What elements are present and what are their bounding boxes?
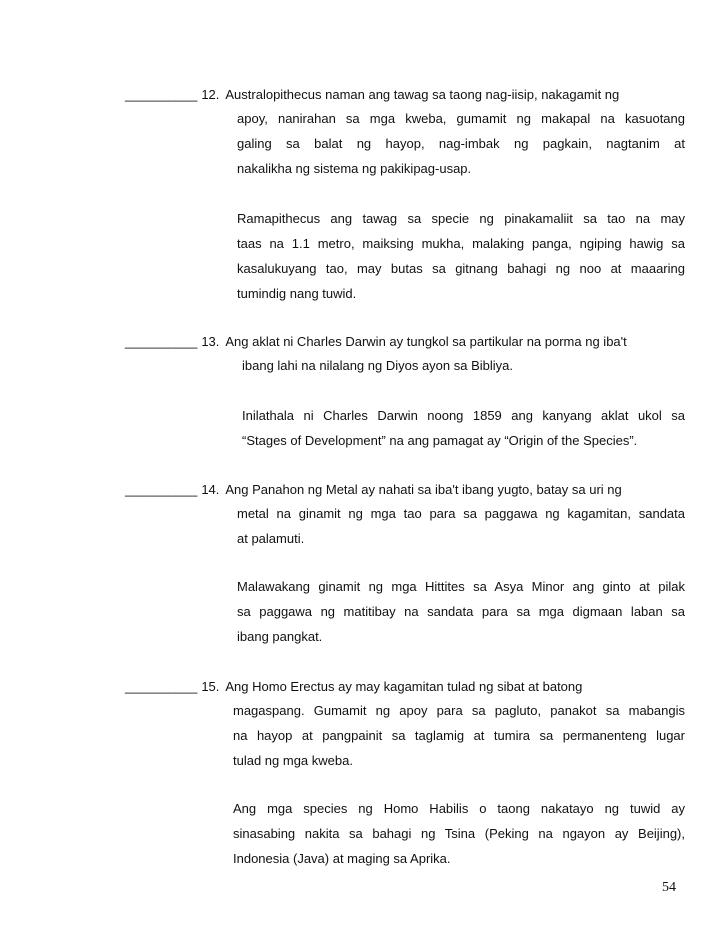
text-line: Inilathala ni Charles Darwin noong 1859 ang kanyang aklat ukol sa xyxy=(242,408,685,423)
text-line: Malawakang ginamit ng mga Hittites sa Asya Minor ang ginto at pilak xyxy=(237,579,685,594)
answer-blank[interactable]: __________ xyxy=(125,87,198,102)
paragraph-2 xyxy=(233,796,685,871)
answer-blank[interactable]: __________ xyxy=(125,482,198,497)
text-line: at palamuti. xyxy=(237,531,305,546)
question-head xyxy=(125,83,685,107)
paragraph-1 xyxy=(242,353,685,378)
paragraph-1 xyxy=(233,698,685,773)
text-line: magaspang. Gumamit ng apoy para sa pagluto, panakot sa mabangis xyxy=(233,703,685,718)
text-line: kasalukuyang tao, may butas sa gitnang bahagi ng noo at maaaring xyxy=(237,261,685,276)
text-line: Ang mga species ng Homo Habilis o taong nakatayo ng tuwid ay xyxy=(233,801,685,816)
text-line: “Stages of Development” na ang pamagat ay “Origin of the Species”. xyxy=(242,433,638,448)
text-line: metal na ginamit ng mga tao para sa paggawa ng kagamitan, sandata xyxy=(237,506,685,521)
text-line: sinasabing nakita sa bahagi ng Tsina (Peking na ngayon ay Beijing), xyxy=(233,826,685,841)
text-line: ibang lahi na nilalang ng Diyos ayon sa Bibliya. xyxy=(242,358,514,373)
text-line: ibang pangkat. xyxy=(237,629,323,644)
question-number: 15. xyxy=(201,679,220,694)
question-number: 13. xyxy=(201,334,220,349)
question-text: Ang aklat ni Charles Darwin ay tungkol sa partikular na porma ng iba't xyxy=(225,334,627,349)
text-line: apoy, nanirahan sa mga kweba, gumamit ng makapal na kasuotang xyxy=(237,111,685,126)
question-number: 14. xyxy=(201,482,220,497)
text-line: na hayop at pangpainit sa taglamig at tumira sa permanenteng lugar xyxy=(233,728,685,743)
paragraph-1 xyxy=(237,106,685,181)
text-line: sa paggawa ng matitibay na sandata para sa mga digmaan laban sa xyxy=(237,604,685,619)
question-text: Australopithecus naman ang tawag sa taong nag-iisip, nakagamit ng xyxy=(225,87,620,102)
question-text: Ang Panahon ng Metal ay nahati sa iba't ibang yugto, batay sa uri ng xyxy=(225,482,622,497)
question-text: Ang Homo Erectus ay may kagamitan tulad ng sibat at batong xyxy=(225,679,583,694)
text-line: taas na 1.1 metro, maiksing mukha, malaking panga, ngiping hawig sa xyxy=(237,236,685,251)
question-head xyxy=(125,330,685,354)
answer-blank[interactable]: __________ xyxy=(125,334,198,349)
paragraph-2 xyxy=(237,574,685,649)
page-number: 54 xyxy=(662,880,676,895)
text-line: Ramapithecus ang tawag sa specie ng pinakamaliit sa tao na may xyxy=(237,211,685,226)
text-line: nakalikha ng sistema ng pakikipag-usap. xyxy=(237,161,472,176)
text-line: tulad ng mga kweba. xyxy=(233,753,353,768)
question-number: 12. xyxy=(201,87,220,102)
text-line: tumindig nang tuwid. xyxy=(237,286,357,301)
text-line: Indonesia (Java) at maging sa Aprika. xyxy=(233,851,451,866)
text-line: galing sa balat ng hayop, nag-imbak ng pagkain, nagtanim at xyxy=(237,136,685,151)
paragraph-2 xyxy=(237,206,685,306)
answer-blank[interactable]: __________ xyxy=(125,679,198,694)
question-head xyxy=(125,478,685,502)
question-head xyxy=(125,675,685,699)
paragraph-2 xyxy=(242,403,685,453)
paragraph-1 xyxy=(237,501,685,551)
